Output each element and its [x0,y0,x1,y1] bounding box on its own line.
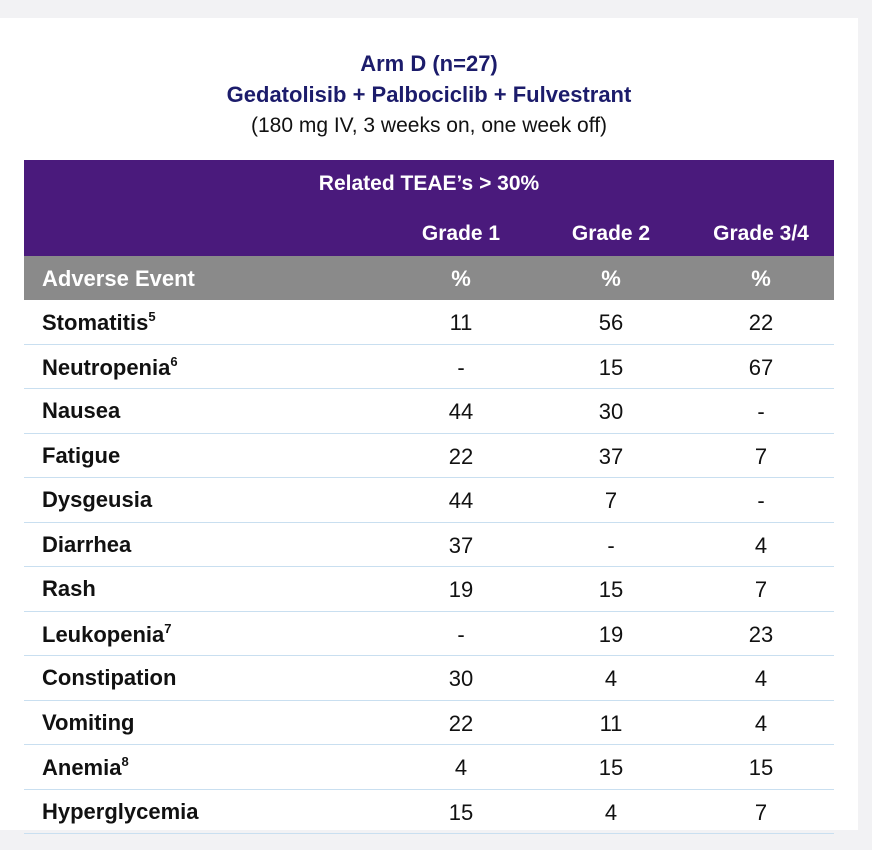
value-cell: 7 [754,799,768,825]
table-row [24,523,834,568]
table-body [24,300,834,834]
value-cell: 4 [604,799,618,825]
footnote-marker: 5 [148,309,156,324]
value-cell: 7 [754,443,768,469]
adverse-event-label [42,576,96,602]
arm-title: Arm D (n=27) [360,51,498,76]
value-cell: 4 [754,666,768,691]
value-cell: 22 [448,710,474,736]
table-row [24,300,834,345]
value-cell: - [757,488,765,513]
table-row [24,567,834,612]
adverse-event-label [42,487,152,513]
value-cell: 15 [598,577,624,602]
slide-card [0,18,858,830]
event-name: Stomatitis [42,310,149,335]
unit-header: % [451,266,471,291]
value-cell: 4 [604,666,618,691]
event-name: Dysgeusia [42,487,153,512]
dosing-subtitle: (180 mg IV, 3 weeks on, one week off) [250,114,608,137]
footnote-marker: 8 [121,754,129,769]
table-header [24,160,834,256]
value-cell: 22 [448,443,474,469]
table-row [24,478,834,523]
value-cell: 15 [448,799,474,825]
adverse-event-header: Adverse Event [42,266,195,291]
title-block [0,48,858,141]
teae-table [24,160,834,834]
event-name: Vomiting [42,709,135,735]
table-row [24,612,834,657]
value-cell: 30 [448,666,474,691]
value-cell: 44 [448,488,474,513]
value-cell: 15 [598,755,624,780]
table-row [24,701,834,746]
table-header-title: Related TEAE’s > 30% [318,172,540,195]
event-name: Anemia [42,755,122,780]
value-cell: 7 [604,488,618,513]
value-cell: 11 [599,710,623,736]
footnote-marker: 7 [164,620,172,636]
event-name: Rash [42,576,96,601]
table-row [24,434,834,479]
value-cell: 30 [598,399,624,424]
value-cell: 19 [448,577,474,602]
value-cell: 4 [754,710,768,736]
value-cell: 15 [598,354,624,380]
value-cell: 4 [454,755,468,780]
adverse-event-label [42,665,176,691]
table-row [24,745,834,790]
value-cell: - [607,532,615,558]
footnote-marker: 6 [170,353,178,369]
table-row [24,389,834,434]
unit-header: % [751,266,771,291]
grade-1-header: Grade 1 [421,222,501,245]
value-cell: - [457,354,465,380]
adverse-event-label [42,443,120,469]
table-row [24,345,834,390]
value-cell: 37 [448,532,474,558]
value-cell: 11 [449,310,473,335]
adverse-event-label [42,309,156,336]
adverse-event-label [42,621,171,648]
value-cell: 44 [448,399,474,424]
regimen-title: Gedatolisib + Palbociclib + Fulvestrant [226,82,632,107]
value-cell: 67 [748,354,774,380]
value-cell: 4 [754,532,768,558]
table-row [24,790,834,835]
unit-header: % [601,266,621,291]
value-cell: 7 [754,577,768,602]
event-name: Hyperglycemia [42,798,199,824]
adverse-event-label [42,710,134,736]
value-cell: 22 [748,310,774,335]
grade-header-row [24,222,834,252]
value-cell: - [757,399,765,424]
column-header-row [24,256,834,300]
adverse-event-label [42,354,178,381]
value-cell: 19 [598,621,624,647]
event-name: Leukopenia [42,621,165,647]
value-cell: 15 [748,755,774,780]
grade-3-4-header: Grade 3/4 [713,222,809,245]
value-cell: 23 [748,621,774,647]
event-name: Neutropenia [42,354,171,380]
value-cell: - [457,621,465,647]
value-cell: 37 [598,443,624,469]
adverse-event-label [42,398,120,424]
event-name: Diarrhea [42,531,132,557]
adverse-event-label [42,754,129,781]
event-name: Fatigue [42,442,121,468]
event-name: Nausea [42,398,121,423]
value-cell: 56 [598,310,624,335]
grade-2-header: Grade 2 [571,222,651,245]
adverse-event-label [42,799,199,825]
event-name: Constipation [42,665,177,690]
table-row [24,656,834,701]
adverse-event-label [42,532,131,558]
